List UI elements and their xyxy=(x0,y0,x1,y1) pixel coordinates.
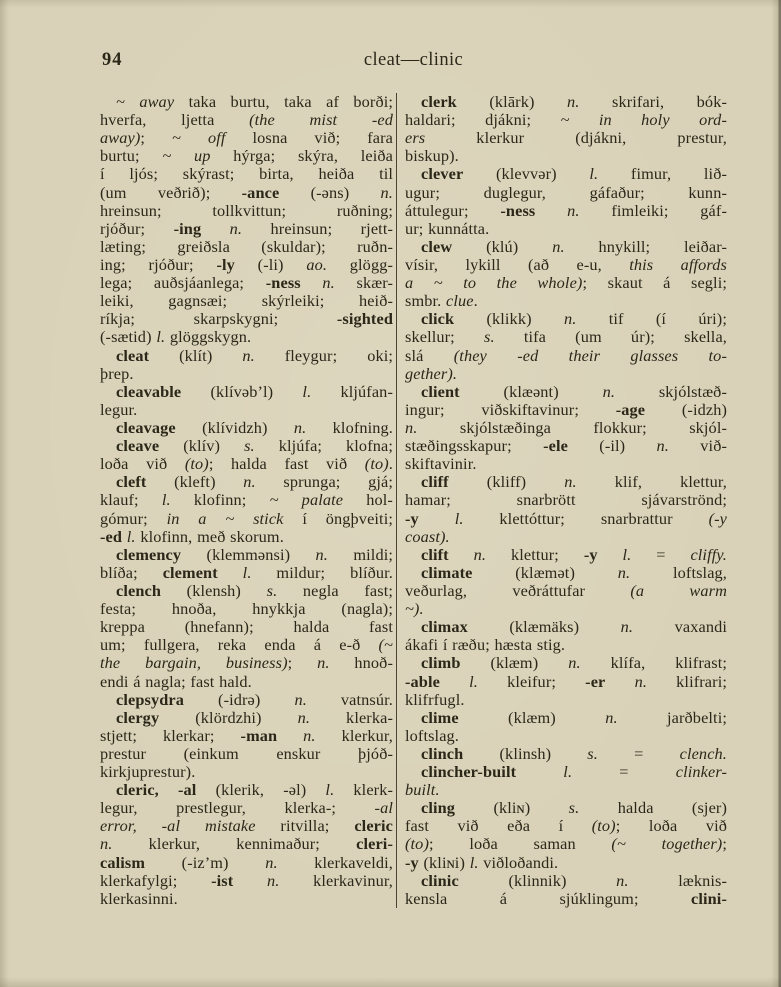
dictionary-line: hverfa, ljetta (the mist -ed xyxy=(100,111,393,130)
dictionary-line: clerk (klārk) n. skrifari, bók- xyxy=(421,93,727,111)
dictionary-line: click (klikk) n. tif (í úri); xyxy=(421,310,727,329)
dictionary-line: (-sætid) l. glöggskygn. xyxy=(100,328,252,347)
dictionary-line: lega; auðsjáanlega; -ness n. skær- xyxy=(100,274,393,293)
dictionary-line: n. skjólstæðinga flokkur; skjól- xyxy=(405,418,727,437)
dictionary-line: clincher-built l. = clinker- xyxy=(421,763,727,782)
dictionary-line: burtu; ~ up hýrga; skýra, leiða xyxy=(100,147,393,166)
dictionary-line: -able l. kleifur; -er n. klifrari; xyxy=(405,672,727,691)
dictionary-line: cleft (kleft) n. sprunga; gjá; xyxy=(116,473,393,492)
dictionary-line: klerkasinni. xyxy=(100,889,178,908)
dictionary-line: áttulegur; -ness n. fimleiki; gáf- xyxy=(405,201,727,220)
dictionary-line: cleavable (klívəb’l) l. kljúfan- xyxy=(116,382,393,401)
dictionary-line: (um veðrið); -ance (-əns) n. xyxy=(100,183,393,202)
dictionary-line: clinic (klinnik) n. læknis- xyxy=(421,871,727,890)
dictionary-line: clew (klú) n. hnykill; leiðar- xyxy=(421,237,727,256)
dictionary-line: endi á nagla; fast hald. xyxy=(100,672,252,691)
dictionary-line: gether). xyxy=(405,364,458,383)
dictionary-line: hreinsun; tollkvittun; ruðning; xyxy=(100,201,393,220)
dictionary-line: biskup). xyxy=(405,147,459,166)
dictionary-line: þrep. xyxy=(100,364,134,383)
dictionary-line: leiki, gagnsæi; skýrleiki; heið- xyxy=(100,292,393,311)
dictionary-line: client (klæənt) n. skjólstæð- xyxy=(421,382,727,401)
dictionary-line: clepsydra (-idrə) n. vatnsúr. xyxy=(116,690,393,709)
column-left xyxy=(100,93,393,908)
dictionary-line: clergy (klördzhi) n. klerka- xyxy=(116,708,393,727)
dictionary-line: cleric, -al (klerik, -əl) l. klerk- xyxy=(116,781,393,800)
dictionary-line: the bargain, business); n. hnoð- xyxy=(100,654,393,673)
dictionary-line: climb (klæm) n. klífa, klifrast; xyxy=(421,654,727,673)
dictionary-line: clench (klensh) s. negla fast; xyxy=(116,581,393,600)
dictionary-line: loða við (to); halda fast við (to). xyxy=(100,455,393,474)
dictionary-line: ugur; duglegur, gáfaður; kunn- xyxy=(405,183,727,202)
dictionary-line: ~ away taka burtu, taka af borði; xyxy=(116,93,393,111)
page-header-title: cleat—clinic xyxy=(363,50,464,70)
dictionary-line: climate (klæmət) n. loftslag, xyxy=(421,563,727,582)
dictionary-line: skiftavinir. xyxy=(405,455,477,474)
dictionary-line: prestur (einkum enskur þjóð- xyxy=(100,744,393,763)
dictionary-line: fast við eða í (to); loða við xyxy=(405,817,727,836)
dictionary-line: í ljós; skýrast; birta, heiða til xyxy=(100,165,393,184)
dictionary-line: legur. xyxy=(100,400,138,419)
dictionary-line: kreppa (hnefann); halda fast xyxy=(100,618,393,637)
dictionary-line: ~). xyxy=(405,600,424,619)
dictionary-line: haldari; djákni; ~ in holy ord- xyxy=(405,111,727,130)
dictionary-line: clift n. klettur; -y l. = cliffy. xyxy=(421,545,727,564)
dictionary-line: rjóður; -ing n. hreinsun; rjett- xyxy=(100,219,393,238)
text-block xyxy=(100,93,727,908)
dictionary-line: clinch (klinsh) s. = clench. xyxy=(421,744,727,763)
dictionary-line: ur; kunnátta. xyxy=(405,219,490,238)
dictionary-line: clime (klæm) n. jarðbelti; xyxy=(421,708,727,727)
dictionary-line: ákafi í ræðu; hæsta stig. xyxy=(405,636,566,655)
dictionary-line: cling (kliɴ) s. halda (sjer) xyxy=(421,799,727,818)
dictionary-line: veðurlag, veðráttufar (a warm xyxy=(405,581,727,600)
dictionary-line: cleat (klít) n. fleygur; oki; xyxy=(116,346,393,365)
dictionary-line: kensla á sjúklingum; clini- xyxy=(405,889,727,908)
dictionary-line: calism (-iz’m) n. klerkaveldi, xyxy=(100,853,393,872)
running-head xyxy=(0,50,781,72)
column-divider-rule xyxy=(396,93,397,908)
dictionary-line: festa; hnoða, hnykkja (nagla); xyxy=(100,600,393,619)
column-right xyxy=(405,93,727,908)
dictionary-line: klifrfugl. xyxy=(405,690,465,709)
dictionary-line: kirkjuprestur). xyxy=(100,763,196,782)
dictionary-line: ing; rjóður; -ly (-li) ao. glögg- xyxy=(100,255,393,274)
dictionary-line: hamar; snarbrött sjávarströnd; xyxy=(405,491,727,510)
dictionary-line: ingur; viðskiftavinur; -age (-idzh) xyxy=(405,400,727,419)
dictionary-line: um; fullgera, reka enda á e-ð (~ xyxy=(100,636,393,655)
dictionary-line: climax (klæmäks) n. vaxandi xyxy=(421,618,727,637)
dictionary-line: cliff (kliff) n. klif, klettur, xyxy=(421,473,727,492)
dictionary-line: cleave (klív) s. kljúfa; klofna; xyxy=(116,437,393,456)
dictionary-line: slá (they -ed their glasses to- xyxy=(405,346,727,365)
dictionary-line: stæðingsskapur; -ele (-il) n. við- xyxy=(405,437,727,456)
dictionary-line: ríkja; skarpskygni; -sighted xyxy=(100,310,393,329)
dictionary-line: cleavage (klívidzh) n. klofning. xyxy=(116,418,393,437)
page-number: 94 xyxy=(102,50,123,70)
dictionary-line: built. xyxy=(405,781,440,800)
dictionary-line: vísir, lykill (að e-u, this affords xyxy=(405,255,727,274)
dictionary-line: clever (klevvər) l. fimur, lið- xyxy=(421,165,727,184)
dictionary-line: n. klerkur, kennimaður; cleri- xyxy=(100,835,393,854)
dictionary-line: læting; greiðsla (skuldar); ruðn- xyxy=(100,237,393,256)
dictionary-line: (to); loða saman (~ together); xyxy=(405,835,727,854)
dictionary-line: smbr. clue. xyxy=(405,292,478,311)
dictionary-line: a ~ to the whole); skaut á segli; xyxy=(405,274,727,293)
dictionary-line: loftslag. xyxy=(405,726,459,745)
dictionary-line: blíða; clement l. mildur; blíður. xyxy=(100,563,393,582)
dictionary-line: -ed l. klofinn, með skorum. xyxy=(100,527,284,546)
dictionary-line: klauf; l. klofinn; ~ palate hol- xyxy=(100,491,393,510)
dictionary-line: -y (kliɴi) l. viðloðandi. xyxy=(405,853,559,872)
dictionary-line: stjett; klerkar; -man n. klerkur, xyxy=(100,726,393,745)
dictionary-line: gómur; in a ~ stick í öngþveiti; xyxy=(100,509,393,528)
dictionary-line: clemency (klemmənsi) n. mildi; xyxy=(116,545,393,564)
dictionary-line: legur, prestlegur, klerka-; -al xyxy=(100,799,393,818)
dictionary-line: error, -al mistake ritvilla; cleric xyxy=(100,817,393,836)
dictionary-line: -y l. klettóttur; snarbrattur (-y xyxy=(405,509,727,528)
dictionary-line: klerkafylgi; -ist n. klerkavinur, xyxy=(100,871,393,890)
dictionary-line: skellur; s. tifa (um úr); skella, xyxy=(405,328,727,347)
dictionary-line: away); ~ off losna við; fara xyxy=(100,129,393,148)
dictionary-line: ers klerkur (djákni, prestur, xyxy=(405,129,727,148)
dictionary-line: coast). xyxy=(405,527,450,546)
